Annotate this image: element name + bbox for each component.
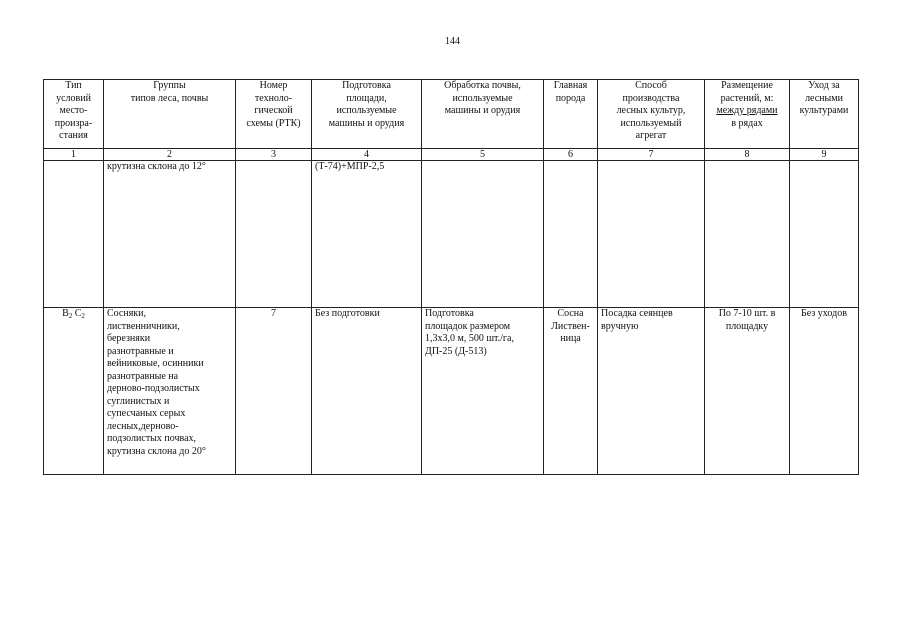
column-number: 2 [104, 149, 236, 161]
header-plant-placement: Размещение растений, м: между рядами в рядах [705, 80, 790, 149]
column-number: 5 [422, 149, 544, 161]
cell-production-method [598, 161, 705, 308]
column-number: 7 [598, 149, 705, 161]
header-crop-care: Уход за лесными культурами [790, 80, 859, 149]
cell-site-type: $В_2$ $С_2$ [44, 308, 104, 475]
header-production-method: Способ производства лесных культур, используемый агрегат [598, 80, 705, 149]
cell-production-method: Посадка сеянцев вручную [598, 308, 705, 475]
table-header-row [44, 80, 859, 149]
cell-soil-treatment: Подготовка площадок размером 1,3х3,0 м, 500 шт./га, ДП-25 (Д-513) [422, 308, 544, 475]
cell-forest-groups: крутизна склона до 12° [104, 161, 236, 308]
cell-plant-placement [705, 161, 790, 308]
table-row [44, 308, 859, 475]
cell-plant-placement: По 7-10 шт. в площадку [705, 308, 790, 475]
column-number: 4 [312, 149, 422, 161]
column-number-row [44, 149, 859, 161]
cell-soil-treatment [422, 161, 544, 308]
header-main-species: Главная порода [544, 80, 598, 149]
page-number: 144 [445, 36, 460, 47]
column-number: 1 [44, 149, 104, 161]
cell-area-preparation: Без подготовки [312, 308, 422, 475]
cell-forest-groups: Сосняки, лиственничники, березняки разнотравные и вейниковые, осинники разнотравные на дерново-подзолистых суглинистых и супесчаных серых лесных,дерново- подзолистых почвах, крутизна склона до 20° [104, 308, 236, 475]
cell-scheme-number: 7 [236, 308, 312, 475]
cell-main-species [544, 161, 598, 308]
cell-area-preparation: (Т-74)+МПР-2,5 [312, 161, 422, 308]
header-forest-groups: Группы типов леса, почвы [104, 80, 236, 149]
cell-main-species: Сосна Листвен- ница [544, 308, 598, 475]
header-scheme-number: Номер техноло- гической схемы (РТК) [236, 80, 312, 149]
column-number: 8 [705, 149, 790, 161]
table-row [44, 161, 859, 308]
cell-crop-care: Без уходов [790, 308, 859, 475]
cell-scheme-number [236, 161, 312, 308]
column-number: 9 [790, 149, 859, 161]
header-area-preparation: Подготовка площади, используемые машины и орудия [312, 80, 422, 149]
header-soil-treatment: Обработка почвы, используемые машины и орудия [422, 80, 544, 149]
cell-site-type [44, 161, 104, 308]
column-number: 6 [544, 149, 598, 161]
cell-crop-care [790, 161, 859, 308]
header-site-type: Тип условий место- произра- стания [44, 80, 104, 149]
forestry-table [43, 79, 859, 475]
column-number: 3 [236, 149, 312, 161]
